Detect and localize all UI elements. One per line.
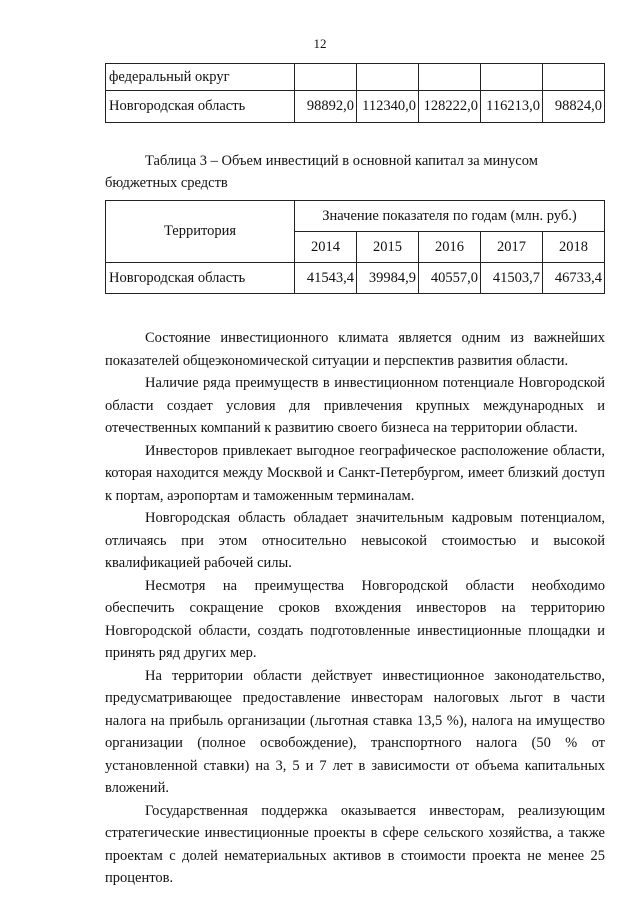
table-investment-excl-budget [105, 200, 605, 294]
table-cell [357, 64, 419, 91]
table-cell [419, 64, 481, 91]
table3-caption-line: Таблица 3 – Объем инвестиций в основной капитал за минусом [145, 153, 538, 169]
table-cell [295, 64, 357, 91]
table-cell: Новгородская область [106, 91, 295, 123]
table-cell: 128222,0 [419, 91, 481, 123]
column-header-year: 2018 [543, 232, 605, 263]
paragraph: Новгородская область обладает значительным кадровым потенциалом, отличаясь при этом относительно невысокой стоимостью и высокой квалификацией рабочей силы. [105, 510, 605, 571]
table-cell: 98892,0 [295, 91, 357, 123]
table-row [106, 263, 605, 294]
column-header-year: 2015 [357, 232, 419, 263]
paragraph: Наличие ряда преимуществ в инвестиционном потенциале Новгородской области создает условия для привлечения крупных международных и отечественных компаний к развитию своего бизнеса на территории области. [105, 375, 605, 436]
paragraph: На территории области действует инвестиционное законодательство, предусматривающее предоставление инвесторам налоговых льгот в части налога на прибыль организации (льготная ставка 13,5 %), налога на имущество организации (полное освобождение), транспортного налога (50 % от установленной ставки) на 3, 5 и 7 лет в зависимости от объема капитальных вложений. [105, 667, 605, 796]
table-cell: 41543,4 [295, 263, 357, 294]
paragraph: Несмотря на преимущества Новгородской области необходимо обеспечить сокращение сроков вхождения инвесторов на территорию Новгородской области, создать подготовленные инвестиционные площадки и принять ряд других мер. [105, 577, 605, 661]
table3-caption-line: бюджетных средств [105, 175, 228, 191]
paragraph: Инвесторов привлекает выгодное географическое расположение области, которая находится между Москвой и Санкт-Петербургом, имеет близкий доступ к портам, аэропортам и таможенным терминалам. [105, 442, 605, 504]
table-cell: 98824,0 [543, 91, 605, 123]
paragraph: Государственная поддержка оказывается инвесторам, реализующим стратегические инвестиционные проекты в сфере сельского хозяйства, а также проектам с долей нематериальных активов в стоимости проекта не менее 25 процентов. [105, 802, 605, 886]
table-investment-continued [105, 63, 605, 123]
table-cell: 112340,0 [357, 91, 419, 123]
column-header-year: 2014 [295, 232, 357, 263]
page-number: 12 [313, 36, 327, 51]
table-cell [543, 64, 605, 91]
table-cell: 39984,9 [357, 263, 419, 294]
table-cell: 46733,4 [543, 263, 605, 294]
table-cell [481, 64, 543, 91]
table3-caption [105, 150, 605, 194]
column-header-territory: Территория [106, 201, 295, 263]
table-cell: 116213,0 [481, 91, 543, 123]
table-cell: Новгородская область [106, 263, 295, 294]
table-header-row [106, 201, 605, 232]
table-row [106, 91, 605, 123]
body-text [105, 327, 605, 890]
table-cell: 41503,7 [481, 263, 543, 294]
paragraph: Состояние инвестиционного климата является одним из важнейших показателей общеэкономической ситуации и перспектив развития области. [105, 330, 605, 369]
table-row [106, 64, 605, 91]
column-header-year: 2017 [481, 232, 543, 263]
column-header-values: Значение показателя по годам (млн. руб.) [295, 201, 605, 232]
table-cell: 40557,0 [419, 263, 481, 294]
column-header-year: 2016 [419, 232, 481, 263]
table-cell: федеральный округ [106, 64, 295, 91]
